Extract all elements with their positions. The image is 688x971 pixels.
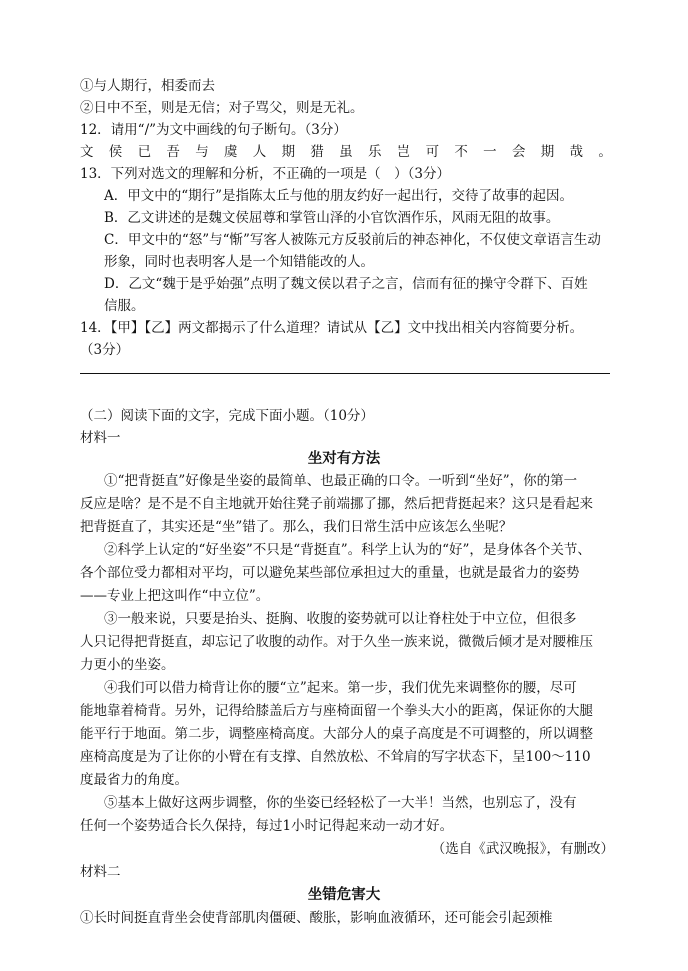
material1-source: （选自《武汉晚报》，有删改） [431,841,614,857]
q13-option-d-cont: 信服。 [104,298,145,314]
material1-line: 各个部位受力都相对平均，可以避免某些部位承担过大的重量，也就是最省力的姿势 [80,565,580,581]
q14-prompt: 14．【甲】【乙】两文都揭示了什么道理？请试从【乙】文中找出相关内容简要分析。 [80,320,584,336]
q12-char: 侯 [108,144,123,160]
q12-char: 一 [483,144,497,160]
section2-heading: （二）阅读下面的文字，完成下面小题。（10分） [80,408,374,424]
q13-option-a: A．甲文中的“期行”是指陈太丘与他的朋友约好一起出行，交待了故事的起因。 [104,188,574,204]
material1-line: ⑤基本上做好这两步调整，你的坐姿已经轻松了一大半！当然，也别忘了，没有 [104,795,577,811]
material1-line: 能平行于地面。第二步，调整座椅高度。大部分人的桌子高度是不可调整的，所以调整 [80,726,593,742]
material1-line: 能地靠着椅背。另外，记得给膝盖后方与座椅面留一个拳头大小的距离，保证你的大腿 [80,703,593,719]
material1-line: 反应是啥？是不是不自主地就开始往凳子前端挪了挪，然后把背挺起来？这只是看起来 [80,496,593,512]
material1-title: 坐对有方法 [307,450,381,467]
material1-label: 材料一 [80,430,121,446]
q12-char: 乐 [367,144,382,160]
q13-option-c: C．甲文中的“怒”与“惭”写客人被陈元方反驳前后的神态神化，不仅使文章语言生动 [104,232,601,248]
q12-char: 虽 [339,144,353,160]
material1-line: 任何一个姿势适合长久保持，每过1小时记得起来动一动才好。 [80,818,454,834]
q12-char: 可 [425,144,440,160]
q12-char: 吾 [166,144,180,160]
q14-prompt-cont: （3分） [80,342,130,358]
material1-line: ——专业上把这叫作“中立位”。 [80,588,270,604]
material1-line: 度最省力的角度。 [80,772,188,788]
q11-item-2: ②日中不至，则是无信；对子骂父，则是无礼。 [80,100,364,116]
q13-prompt: 13．下列对选文的理解和分析，不正确的一项是（ ）（3分） [80,166,451,182]
q12-char: 已 [137,144,152,160]
material2-title: 坐错危害大 [307,886,381,903]
material1-line: 座椅高度是为了让你的小臂在有支撑、自然放松、不耸肩的写字状态下，呈100～110 [80,749,591,765]
q12-char: 哉 [569,144,584,160]
material1-line: 力更小的坐姿。 [80,657,175,673]
q12-char: 。 [598,144,612,160]
material2-label: 材料二 [80,864,121,880]
material2-line: ①长时间挺直背坐会使背部肌肉僵硬、酸胀，影响血液循环，还可能会引起颈椎 [80,910,553,926]
q12-char: 期 [281,144,296,160]
material1-line: ④我们可以借力椅背让你的腰“立”起来。第一步，我们优先来调整你的腰，尽可 [104,680,577,696]
q13-option-d: D．乙文“魏于是乎始强”点明了魏文侯以君子之言，信而有征的操守令群下、百姓 [104,276,588,292]
q13-option-c-cont: 形象，同时也表明客人是一个知错能改的人。 [104,254,374,270]
material1-line: ①“把背挺直”好像是坐姿的最简单、也最正确的口令。一听到“坐好”，你的第一 [104,473,578,489]
q12-char: 文 [80,144,94,160]
q12-sentence [80,141,612,163]
answer-line [80,373,610,374]
q12-char: 猎 [310,144,324,160]
material1-line: ②科学上认定的“好坐姿”不只是“背挺直”。科学上认为的“好”，是身体各个关节、 [104,542,591,558]
material1-line: 把背挺直了，其实还是“坐”错了。那么，我们日常生活中应该怎么坐呢？ [80,519,513,535]
q12-char: 岂 [396,144,411,160]
q12-prompt: 12．请用“/”为文中画线的句子断句。（3分） [80,122,347,138]
q12-char: 会 [511,144,526,160]
q13-option-b: B．乙文讲述的是魏文侯屈尊和掌管山泽的小官饮酒作乐，风雨无阻的故事。 [104,210,560,226]
material1-line: 人只记得把背挺直，却忘记了收腹的动作。对于久坐一族来说，微微后倾才是对腰椎压 [80,634,593,650]
q12-char: 虞 [223,144,238,160]
q12-char: 期 [540,144,555,160]
q11-item-1: ①与人期行，相委而去 [80,78,215,94]
q12-char: 与 [195,144,209,160]
material1-line: ③一般来说，只要是抬头、挺胸、收腹的姿势就可以让脊柱处于中立位，但很多 [104,611,577,627]
q12-char: 不 [454,144,468,160]
q12-char: 人 [252,144,267,160]
